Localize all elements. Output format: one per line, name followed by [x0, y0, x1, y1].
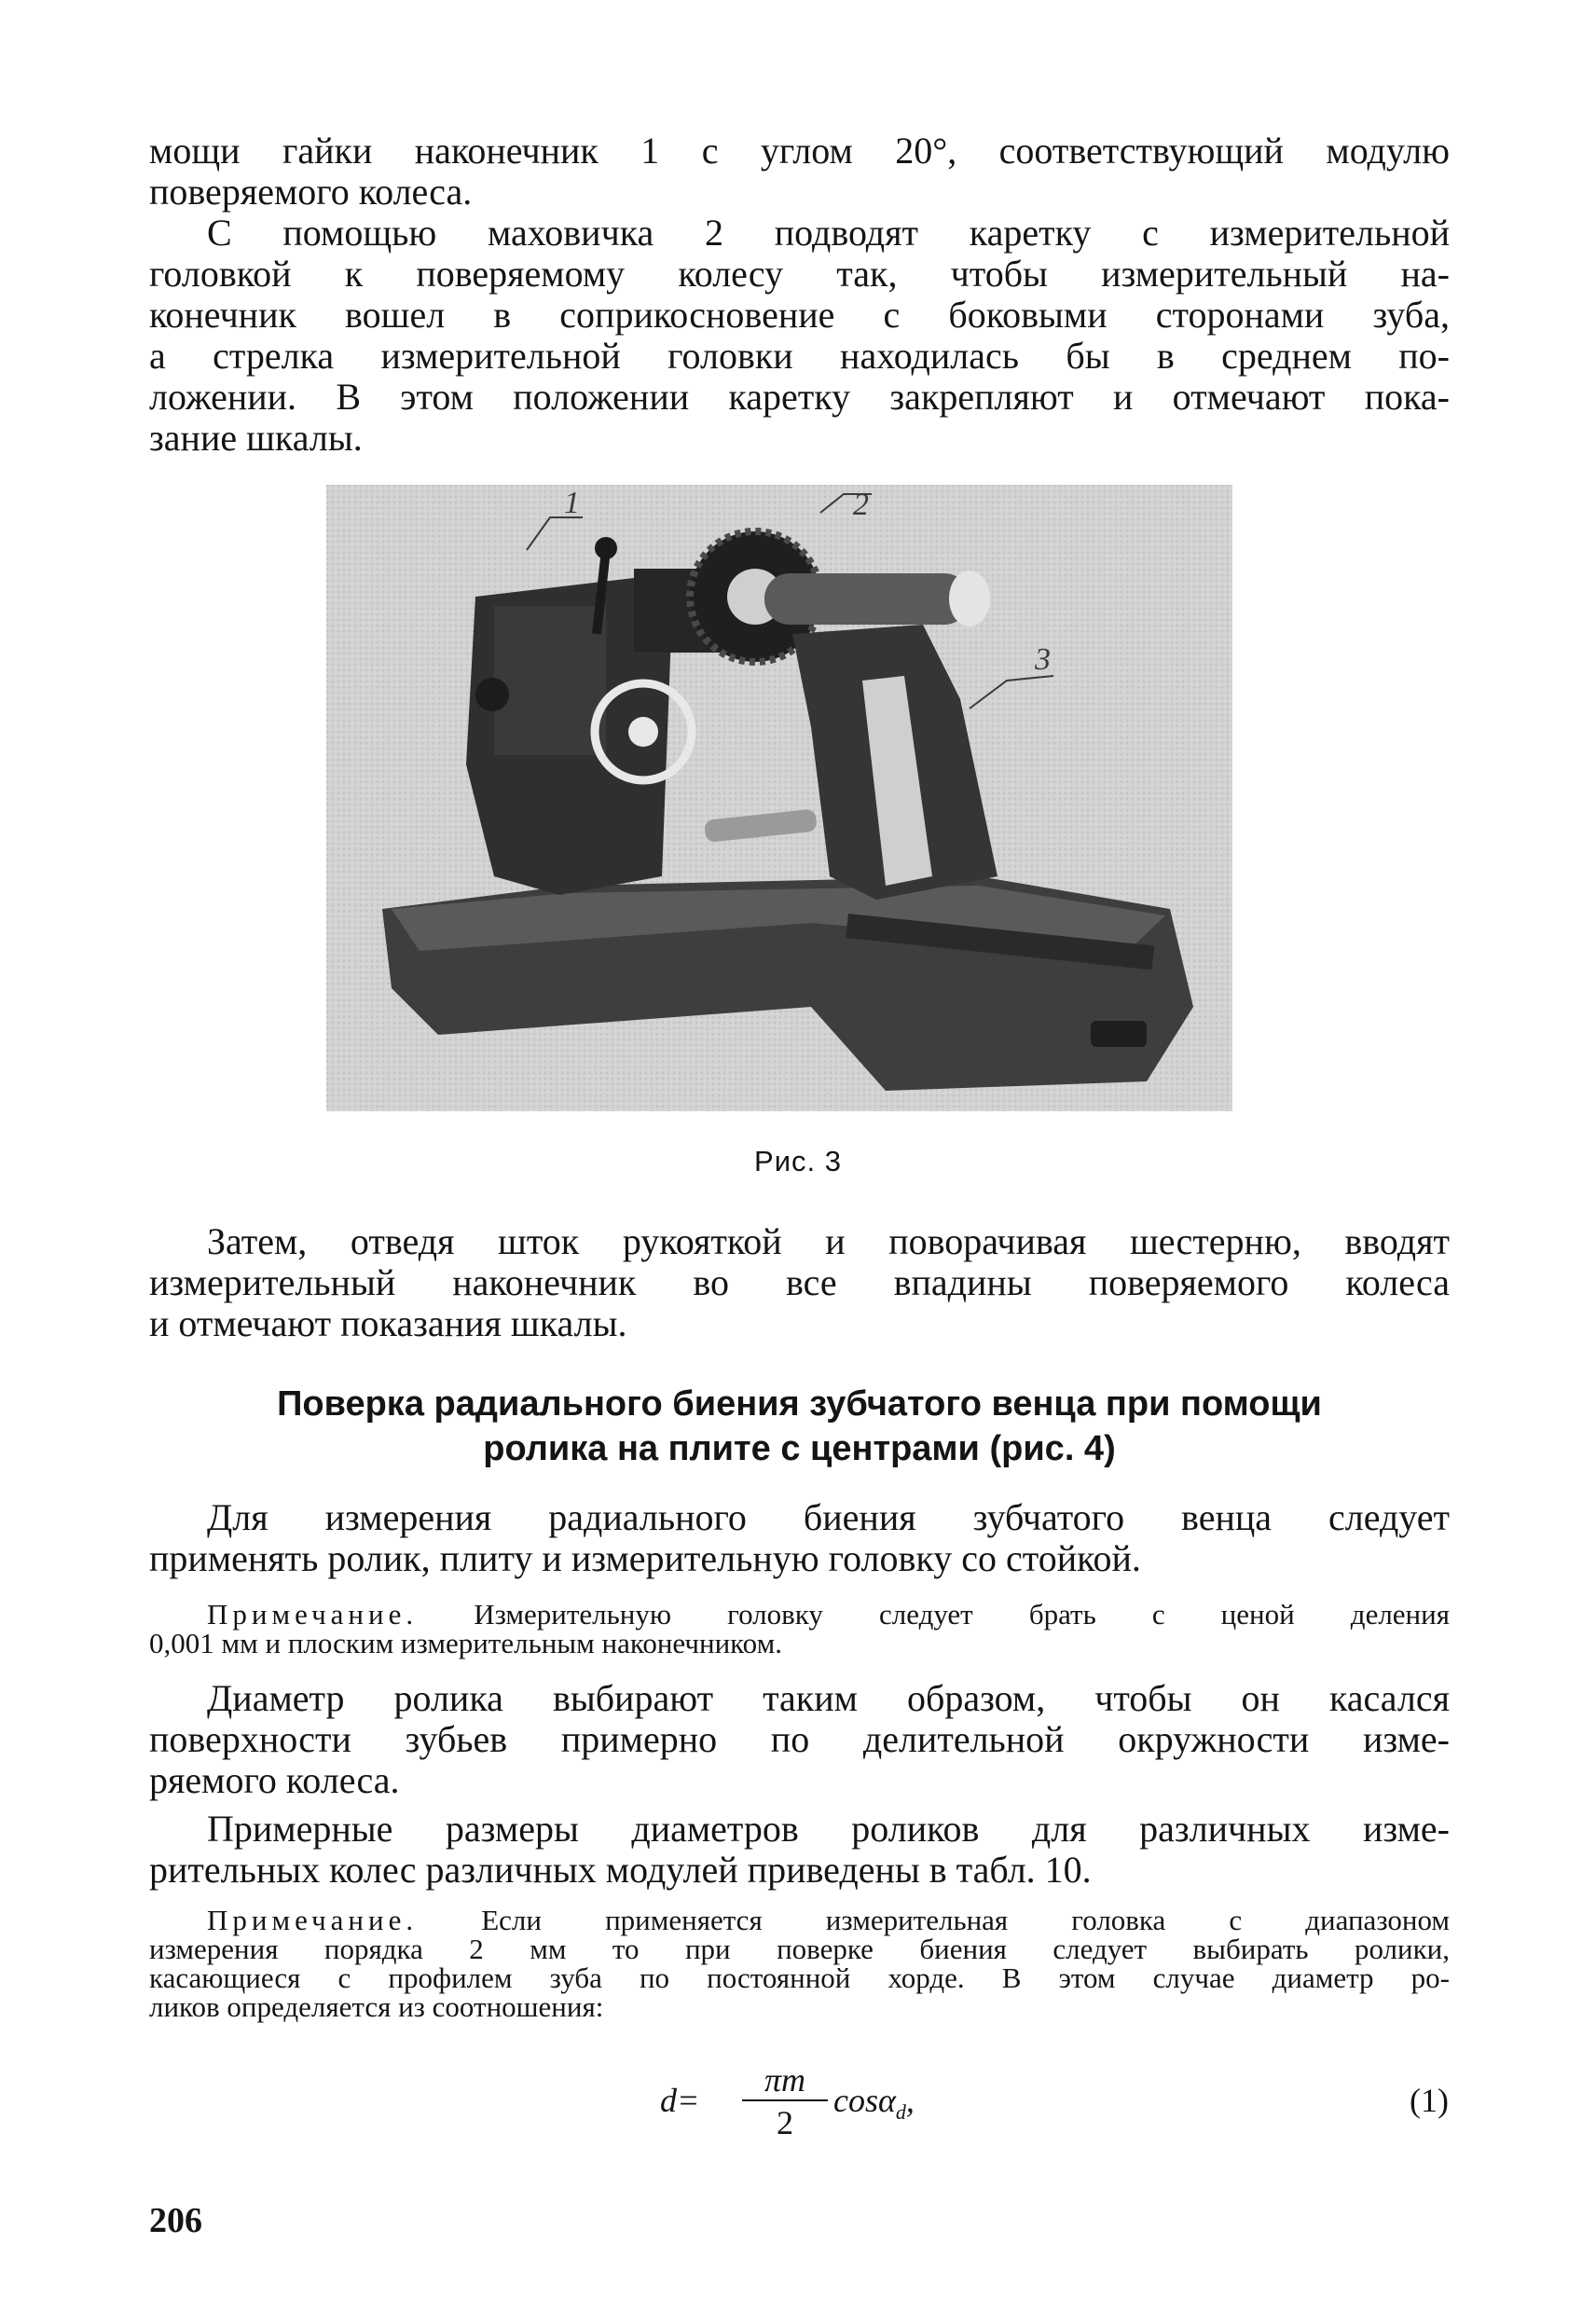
figure-photo-gear-runout-tester — [326, 485, 1232, 1111]
paragraph-1 — [149, 131, 1450, 213]
carriage-panel — [494, 606, 606, 755]
heading-line: Поверка радиального биения зубчатого венца при помощи — [277, 1384, 1322, 1424]
text-line — [149, 1906, 1450, 1934]
text-line: С помощью маховичка 2 подводят каретку с измерительной — [207, 212, 1450, 254]
base-handle — [1091, 1021, 1147, 1047]
note-2 — [149, 1906, 1450, 2021]
lever-knob — [595, 537, 617, 559]
text-line: и отмечают показания шкалы. — [149, 1302, 627, 1344]
side-knob — [475, 678, 509, 711]
paragraph-3 — [149, 1221, 1450, 1344]
formula-denominator: 2 — [777, 2104, 793, 2141]
text-line: применять ролик, плиту и измерительную головку со стойкой. — [149, 1537, 1141, 1579]
heading-line: ролика на плите с центрами (рис. 4) — [483, 1429, 1116, 1468]
paragraph-4 — [149, 1497, 1450, 1579]
paragraph-6 — [149, 1809, 1450, 1891]
machine-illustration — [326, 485, 1232, 1111]
figure-caption: Рис. 3 — [754, 1145, 842, 1177]
note-text: Измерительную головку следует брать с ценой деления — [474, 1598, 1450, 1631]
text-line: Примерные размеры диаметров роликов для различных изме- — [207, 1808, 1450, 1850]
handwheel-hub — [628, 717, 658, 747]
formula-numerator: πm — [764, 2061, 806, 2099]
formula-1 — [660, 2060, 958, 2144]
callout-label-3: 3 — [1035, 642, 1051, 677]
text-line: измерительный наконечник во все впадины поверяемого колеса — [149, 1261, 1450, 1303]
paragraph-5 — [149, 1678, 1450, 1801]
formula-subscript: d — [895, 2100, 906, 2125]
formula-cos: cosα — [833, 2082, 896, 2119]
formula-tail: , — [905, 2082, 915, 2119]
page-number: 206 — [149, 2201, 202, 2240]
equation-number: (1) — [1410, 2082, 1449, 2119]
fraction-bar — [742, 2099, 828, 2101]
note-label: Примечание. — [207, 1904, 419, 1936]
formula-rhs — [833, 2081, 915, 2125]
note-label: Примечание. — [207, 1598, 419, 1631]
text-line: поверхности зубьев примерно по делительной окружности изме- — [149, 1718, 1450, 1760]
text-line: конечник вошел в соприкосновение с боковыми сторонами зуба, — [149, 294, 1450, 336]
paragraph-2 — [149, 213, 1450, 459]
text-line: поверяемого колеса. — [149, 171, 473, 213]
spindle-arbor — [764, 573, 970, 625]
text-line — [149, 1600, 1450, 1629]
section-heading — [149, 1382, 1450, 1471]
text-line: Диаметр ролика выбирают таким образом, чтобы он касался — [207, 1677, 1450, 1719]
text-line: касающиеся с профилем зуба по постоянной хорде. В этом случае диаметр ро- — [149, 1961, 1450, 1994]
text-line: мощи гайки наконечник 1 с углом 20°, соответствующий модулю — [149, 130, 1450, 172]
text-line: ряемого колеса. — [149, 1759, 400, 1801]
text-line: 0,001 мм и плоским измерительным наконечником. — [149, 1627, 782, 1659]
spindle-end — [949, 571, 990, 626]
text-line: ложении. В этом положении каретку закрепляют и отмечают пока- — [149, 376, 1450, 418]
text-line: Затем, отведя шток рукояткой и поворачивая шестерню, вводят — [207, 1220, 1450, 1262]
formula-lhs: d= — [660, 2082, 700, 2119]
note-text: Если применяется измерительная головка с диапазоном — [481, 1904, 1450, 1936]
text-line: измерения порядка 2 мм то при поверке биения следует выбирать ролики, — [149, 1933, 1450, 1965]
text-line: Для измерения радиального биения зубчатого венца следует — [207, 1496, 1450, 1538]
text-line: рительных колес различных модулей приведены в табл. 10. — [149, 1849, 1092, 1891]
note-1 — [149, 1600, 1450, 1658]
text-line: зание шкалы. — [149, 417, 363, 459]
callout-label-1: 1 — [564, 486, 580, 520]
text-line: а стрелка измерительной головки находилась бы в среднем по- — [149, 335, 1450, 377]
callout-label-2: 2 — [853, 488, 869, 522]
text-line: головкой к поверяемому колесу так, чтобы измерительный на- — [149, 253, 1450, 295]
text-line: ликов определяется из соотношения: — [149, 1990, 604, 2023]
